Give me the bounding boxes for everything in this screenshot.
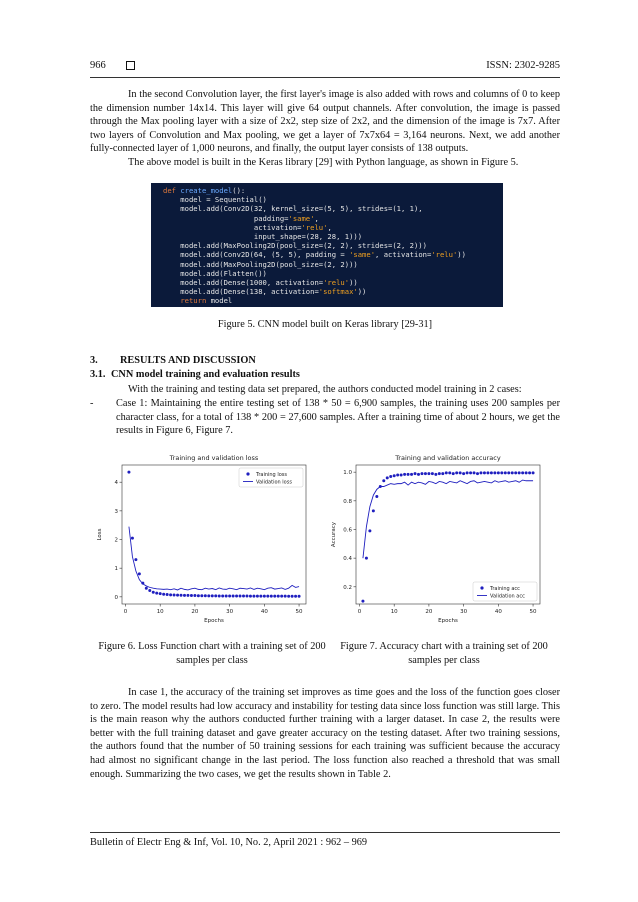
data-point (186, 594, 189, 597)
data-point (455, 471, 458, 474)
data-point (445, 471, 448, 474)
data-point (483, 471, 486, 474)
data-point (375, 495, 378, 498)
data-point (372, 509, 375, 512)
data-point (441, 472, 444, 475)
y-tick-label: 3 (114, 508, 118, 515)
data-point (504, 471, 507, 474)
data-point (235, 595, 238, 598)
paragraph-results: In case 1, the accuracy of the training set improves as time goes and the loss of the function goes closer to zero. The model results had low accuracy and instability for testing data since loss function was still large. This is the main reason why the authors conducted further training with a larger dataset. In case 2, the results were better with the full training dataset and gave greater accuracy on the testing dataset. After two training sessions, the authors found that the number of 50 training sessions for each training was sufficient because the accuracy had almost no significant change in the last period. The loss function also reached a threshold that was small enough. Summarizing the two cases, we get the results shown in Table 2. (90, 687, 560, 780)
x-tick-label: 10 (156, 609, 164, 615)
x-tick-label: 40 (494, 609, 502, 615)
data-point (173, 593, 176, 596)
data-point (127, 471, 130, 474)
x-tick-label: 20 (425, 609, 433, 615)
data-point (473, 471, 476, 474)
data-point (134, 558, 137, 561)
data-point (514, 471, 517, 474)
x-tick-label: 30 (460, 609, 468, 615)
legend (239, 468, 303, 487)
header-square-icon (126, 61, 135, 70)
data-point (400, 474, 403, 477)
series-line-validation-acc (363, 480, 533, 558)
data-point (476, 472, 479, 475)
data-point (521, 471, 524, 474)
data-point (162, 593, 165, 596)
data-point (386, 476, 389, 479)
data-point (459, 471, 462, 474)
data-point (493, 471, 496, 474)
data-point (528, 471, 531, 474)
data-point (270, 595, 273, 598)
data-point (180, 594, 183, 597)
series-line-validation-loss (129, 527, 299, 590)
legend-label: Validation loss (256, 479, 292, 486)
data-point (214, 594, 217, 597)
data-point (277, 595, 280, 598)
x-tick-label: 0 (357, 609, 362, 615)
data-point (155, 592, 158, 595)
y-tick-label: 1 (114, 566, 118, 573)
x-tick-label: 50 (295, 609, 303, 615)
legend-label: Training acc (490, 586, 520, 592)
y-tick-label: 2 (114, 537, 118, 544)
code-line: return model (180, 296, 233, 306)
data-point (511, 471, 514, 474)
x-axis-label: Epochs (204, 618, 224, 624)
data-point (518, 471, 521, 474)
code-line: padding='same', (163, 213, 319, 223)
legend (473, 582, 537, 601)
data-point (462, 472, 465, 475)
x-axis-label: Epochs (438, 618, 458, 624)
data-point (263, 595, 266, 598)
y-tick-label: 0 (114, 594, 118, 601)
y-axis-label: Loss (97, 528, 103, 541)
y-tick-label: 0.6 (343, 527, 352, 534)
code-line: model.add(Conv2D(64, (5, 5), padding = 'same', activation='relu')) (163, 250, 466, 260)
legend-point-swatch (246, 472, 249, 475)
data-point (368, 529, 371, 532)
data-point (200, 594, 203, 597)
data-point (287, 595, 290, 598)
data-point (204, 594, 207, 597)
data-point (410, 473, 413, 476)
figure7-caption: Figure 7. Accuracy chart with a training set of 200 samples per class (340, 641, 548, 666)
data-point (273, 595, 276, 598)
x-tick-label: 10 (390, 609, 398, 615)
data-point (252, 595, 255, 598)
y-tick-label: 0.4 (343, 556, 352, 563)
data-point (145, 587, 148, 590)
data-point (148, 589, 151, 592)
case1-bullet (90, 397, 560, 438)
y-tick-label: 4 (114, 480, 118, 487)
code-line: model.add(MaxPooling2D(pool_size=(2, 2), strides=(2, 2))) (163, 241, 427, 251)
legend-label: Training loss (256, 472, 287, 478)
legend-label: Validation acc (490, 593, 525, 600)
y-tick-label: 0.2 (343, 584, 352, 591)
data-point (190, 594, 193, 597)
data-point (232, 594, 235, 597)
data-point (525, 471, 528, 474)
data-point (291, 595, 294, 598)
x-tick-label: 30 (226, 609, 234, 615)
data-point (245, 595, 248, 598)
data-point (211, 594, 214, 597)
data-point (249, 595, 252, 598)
journal-footer: Bulletin of Electr Eng & Inf, Vol. 10, No. 2, April 2021 : 962 – 969 (90, 837, 368, 848)
data-point (414, 472, 417, 475)
data-point (193, 594, 196, 597)
code-line: model.add(Dense(138, activation='softmax')) (163, 287, 367, 297)
issn: ISSN: 2302-9285 (486, 60, 560, 71)
paragraph-keras: The above model is built in the Keras library [29] with Python language, as shown in Figure 5. (128, 157, 519, 168)
data-point (507, 471, 510, 474)
data-point (365, 557, 368, 560)
data-point (138, 572, 141, 575)
data-point (225, 594, 228, 597)
bullet-dash: - (90, 398, 94, 409)
data-point (479, 471, 482, 474)
code-listing (151, 183, 503, 307)
header-rule (90, 77, 560, 78)
data-point (497, 471, 500, 474)
code-line: model.add(Flatten()) (163, 268, 267, 278)
data-point (466, 471, 469, 474)
data-point (424, 472, 427, 475)
page-number: 966 (90, 60, 106, 71)
data-point (490, 471, 493, 474)
x-tick-label: 0 (123, 609, 128, 615)
data-point (452, 472, 455, 475)
figure6-caption: Figure 6. Loss Function chart with a training set of 200 samples per class (98, 641, 326, 666)
chart-title: Training and validation accuracy (395, 454, 501, 462)
data-point (393, 474, 396, 477)
x-tick-label: 50 (529, 609, 537, 615)
data-point (176, 594, 179, 597)
data-point (361, 600, 364, 603)
data-point (239, 595, 242, 598)
paragraph-cases: With the training and testing data set prepared, the authors conducted model training in 2 cases: (128, 384, 522, 395)
data-point (183, 594, 186, 597)
code-line: model.add(MaxPooling2D(pool_size=(2, 2))) (163, 259, 358, 269)
loss-chart (92, 450, 314, 628)
data-point (532, 471, 535, 474)
data-point (382, 479, 385, 482)
data-point (221, 594, 224, 597)
y-tick-label: 0.8 (343, 498, 352, 505)
footer-rule (90, 832, 560, 833)
data-point (228, 594, 231, 597)
code-line: activation='relu', (163, 222, 332, 232)
code-line: input_shape=(28, 28, 1))) (163, 232, 363, 242)
data-point (417, 473, 420, 476)
data-point (280, 595, 283, 598)
data-point (500, 471, 503, 474)
data-point (284, 595, 287, 598)
data-point (259, 595, 262, 598)
data-point (218, 594, 221, 597)
subsection-heading: 3.1. CNN model training and evaluation results (90, 369, 300, 380)
code-line: def create_model(): (163, 186, 246, 195)
legend-point-swatch (480, 586, 483, 589)
section-heading: 3. RESULTS AND DISCUSSION (90, 355, 256, 366)
data-point (403, 473, 406, 476)
data-point (256, 595, 259, 598)
y-axis-label: Accuracy (331, 521, 337, 548)
x-tick-label: 20 (191, 609, 199, 615)
code-line: model.add(Conv2D(32, kernel_size=(5, 5), strides=(1, 1), (163, 204, 423, 214)
code-line: model.add(Dense(1000, activation='relu')) (163, 278, 358, 288)
data-point (438, 472, 441, 475)
data-point (427, 472, 430, 475)
data-point (242, 595, 245, 598)
data-point (431, 472, 434, 475)
data-point (266, 595, 269, 598)
data-point (448, 471, 451, 474)
data-point (298, 595, 301, 598)
code-line: model = Sequential() (163, 195, 267, 205)
data-point (131, 537, 134, 540)
accuracy-chart (326, 450, 548, 628)
x-tick-label: 40 (260, 609, 268, 615)
chart-title: Training and validation loss (169, 454, 259, 462)
data-point (396, 474, 399, 477)
data-point (434, 473, 437, 476)
data-point (207, 594, 210, 597)
data-point (486, 471, 489, 474)
data-point (420, 472, 423, 475)
data-point (159, 592, 162, 595)
y-tick-label: 1.0 (343, 470, 352, 477)
data-point (197, 594, 200, 597)
figure5-caption: Figure 5. CNN model built on Keras library [29-31] (217, 319, 433, 330)
data-point (407, 473, 410, 476)
bullet-text: Case 1: Maintaining the entire testing set of 138 * 50 = 6,900 samples, the training uses 200 samples per character class, for a total of 138 * 200 = 27,600 samples. After a training time of about 2 hours, we get the results in Figure 6, Figure 7. (116, 398, 560, 437)
paragraph-conv-layer: In the second Convolution layer, the first layer's image is also added with rows and columns of 0 to keep the dimension number 14x14. This layer will give 64 output channels. After convolution, the image is passed through the Max pooling layer with a size of 2x2, step size of 2x2, and the dimension of the image is 7x7. After two layers of Convolution and Max pooling, we get a layer of 7x7x64 = 3,164 neurons. Next, we add another fully-connected layer of 1,000 neurons, and finally, the output layer consists of 138 outputs. (90, 89, 560, 155)
data-point (152, 591, 155, 594)
data-point (469, 471, 472, 474)
data-point (294, 595, 297, 598)
data-point (389, 475, 392, 478)
data-point (166, 593, 169, 596)
data-point (169, 593, 172, 596)
